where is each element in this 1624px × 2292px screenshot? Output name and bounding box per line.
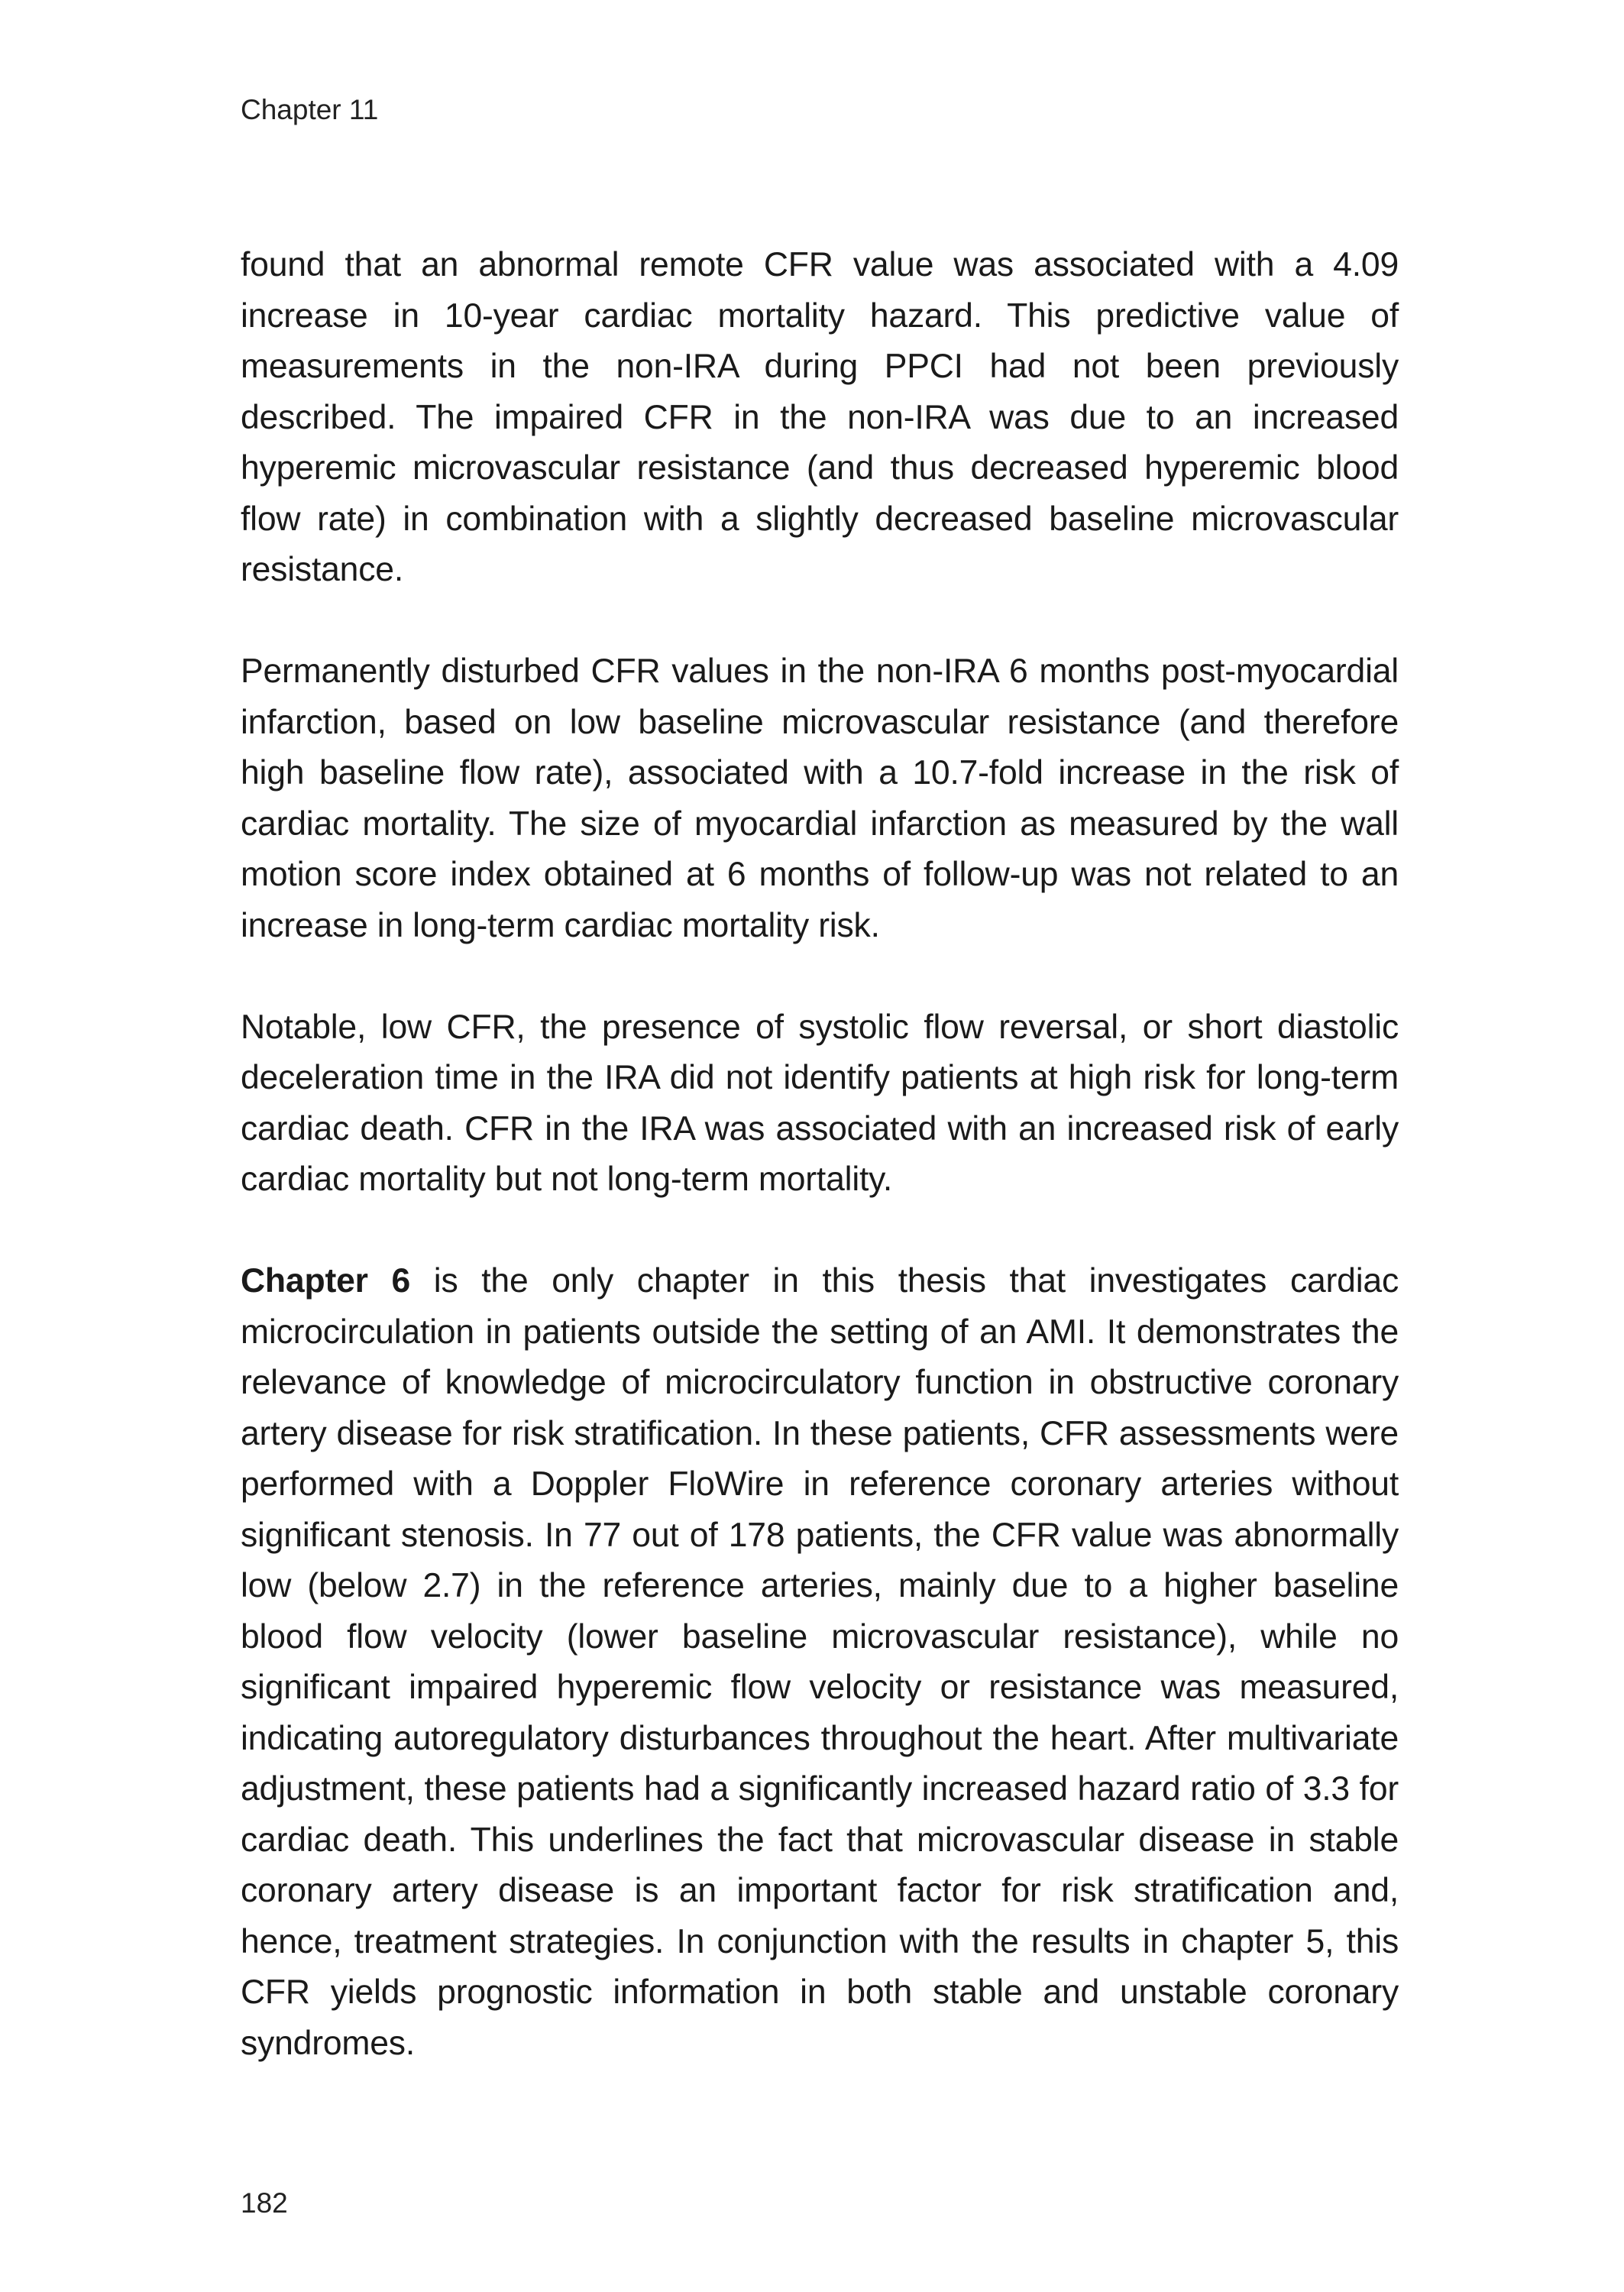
paragraph-4-text: is the only chapter in this thesis that investigates cardiac microcirculation in patients outside the setting of an AMI. It demonstrates the relevance of knowledge of microcirculatory function in obstructive coronary artery disease for risk stratification. In these patients, CFR assessments were performed with a Doppler FloWire in reference coronary arteries without significant stenosis. In 77 out of 178 patients, the CFR value was abnormally low (below 2.7) in the reference arteries, mainly due to a higher baseline blood flow velocity (lower baseline microvascular resistance), while no significant impaired hyperemic flow velocity or resistance was measured, indicating autoregulatory disturbances throughout the heart. After multivariate adjustment, these patients had a significantly increased hazard ratio of 3.3 for cardiac death. This underlines the fact that microvascular disease in stable coronary artery disease is an important factor for risk stratification and, hence, treatment strategies. In conjunction with the results in chapter 5, this CFR yields prognostic information in both stable and unstable coronary syndromes. [241,1262,1399,2062]
paragraph-2: Permanently disturbed CFR values in the non-IRA 6 months post-myocardial infarction, based on low baseline microvascular resistance (and therefore high baseline flow rate), associated with a 10.7-fold increase in the risk of cardiac mortality. The size of myocardial infarction as measured by the wall motion score index obtained at 6 months of follow-up was not related to an increase in long-term cardiac mortality risk. [241,652,1399,944]
paragraph-4 [241,1256,1399,2069]
paragraph-3: Notable, low CFR, the presence of systolic flow reversal, or short diastolic deceleration time in the IRA did not identify patients at high risk for long-term cardiac death. CFR in the IRA was associated with an increased risk of early cardiac mortality but not long-term mortality. [241,1008,1399,1198]
body-text [241,240,1399,2069]
chapter-reference-bold: Chapter 6 [241,1262,411,1300]
page-number: 182 [241,2187,288,2219]
running-header: Chapter 11 [241,94,379,125]
paragraph-1: found that an abnormal remote CFR value was associated with a 4.09 increase in 10-year cardiac mortality hazard. This predictive value of measurements in the non-IRA during PPCI had not been previously described. The impaired CFR in the non-IRA was due to an increased hyperemic microvascular resistance (and thus decreased hyperemic blood flow rate) in combination with a slightly decreased baseline microvascular resistance. [241,246,1399,588]
